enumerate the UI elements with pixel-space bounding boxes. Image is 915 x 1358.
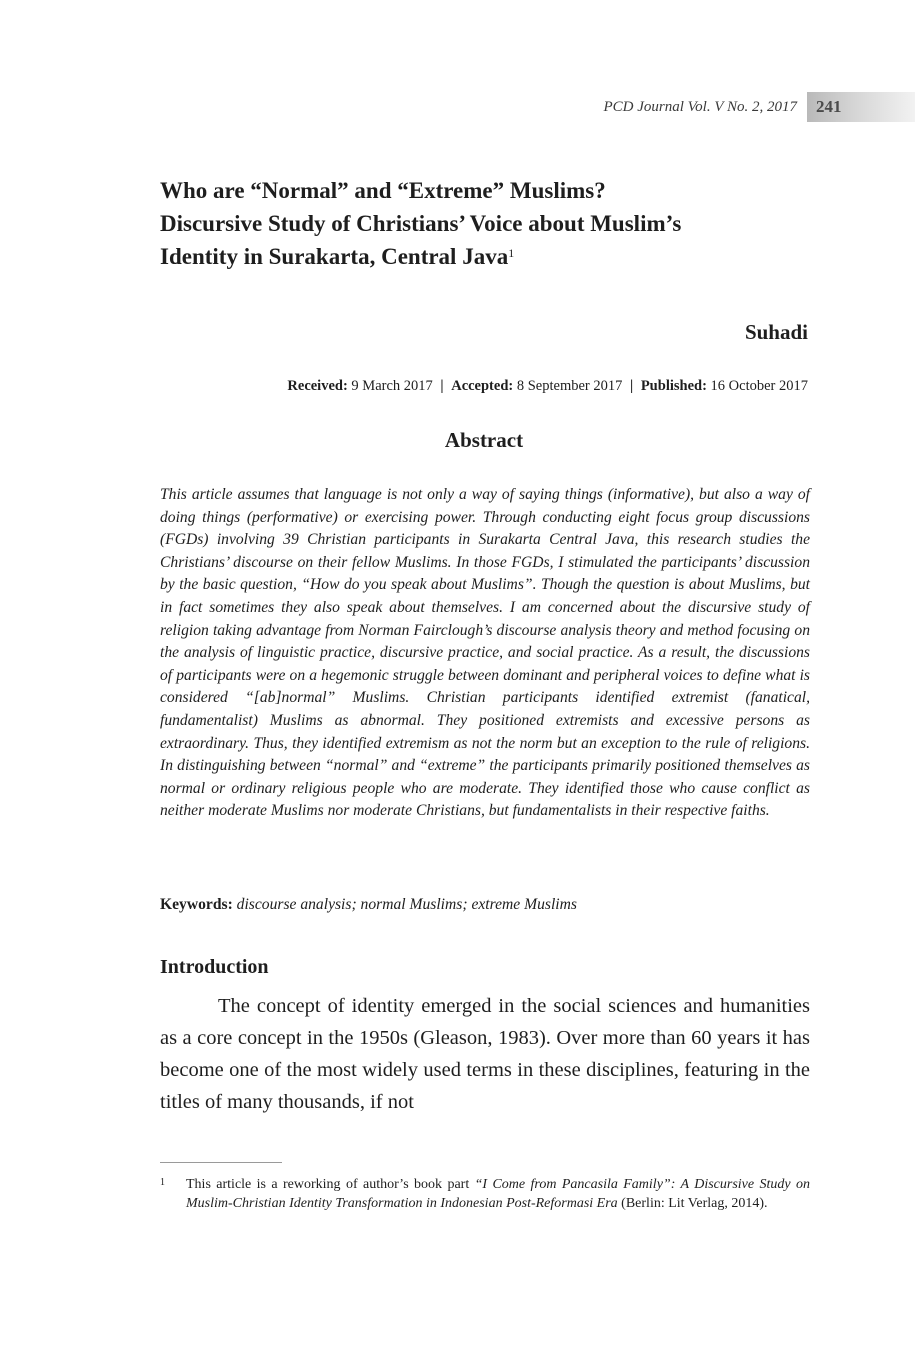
author-name: Suhadi — [744, 320, 808, 344]
title-line-3-text: Identity in Surakarta, Central Java — [160, 244, 509, 269]
title-line-2: Discursive Study of Christians’ Voice about Muslim’s — [160, 211, 682, 236]
page-number-box — [807, 92, 915, 122]
accepted-date: 8 September 2017 — [516, 378, 623, 394]
journal-citation: PCD Journal Vol. V No. 2, 2017 — [603, 99, 797, 115]
article-title — [160, 174, 800, 273]
accepted-label: Accepted: — [451, 378, 514, 394]
title-line-1: Who are “Normal” and “Extreme” Muslims? — [160, 178, 606, 203]
published-label: Published: — [640, 378, 707, 394]
date-separator: | — [630, 378, 634, 394]
keywords — [160, 896, 810, 914]
title-line-3 — [160, 240, 800, 273]
keywords-value: discourse analysis; normal Muslims; extreme Muslims — [236, 896, 577, 913]
published-date: 16 October 2017 — [710, 378, 808, 394]
footnote — [160, 1176, 810, 1213]
date-separator: | — [440, 378, 444, 394]
footnote-divider — [160, 1162, 282, 1163]
publication-dates — [287, 378, 808, 395]
footnote-text — [186, 1176, 810, 1213]
page-number: 241 — [816, 97, 842, 116]
received-label: Received: — [287, 378, 348, 394]
abstract-text: This article assumes that language is not only a way of saying things (informative), but also a way of doing things (performative) or exercising power. Through conducting eight focus group discussions (FGDs) involving 39 Christian participants in Surakarta Central Java, this research studies the Christians’ discourse on their fellow Muslims. In those FGDs, I stimulated the participants’ discussion by the basic question, “How do you speak about Muslims”. Though the question is about Muslims, but in fact sometimes they also speak about themselves. I am concerned about the discursive study of religion taking advantage from Norman Fairclough’s discourse analysis theory and method focusing on the analysis of linguistic practice, discursive practice, and social practice. As a result, the discussions of participants were on a hegemonic struggle between dominant and peripheral voices to define what is considered “[ab]normal” Muslims. Christian participants identified extremist (fanatical, fundamentalist) Muslims as abnormal. They positioned extremists and excessive persons as extraordinary. Thus, they identified extremism as not the norm but an exception to the rule of religions. In distinguishing between “normal” and “extreme” the participants primarily positioned themselves as normal or ordinary religious people who are moderate. They identified those who cause conflict as neither moderate Muslims nor moderate Christians, but fundamentalists in their respective faiths. — [160, 486, 810, 820]
footnote-suffix: (Berlin: Lit Verlag, 2014). — [617, 1195, 768, 1211]
abstract-heading: Abstract — [444, 428, 524, 452]
introduction-heading: Introduction — [160, 956, 269, 978]
footnote-prefix: This article is a reworking of author’s book part — [186, 1177, 475, 1192]
introduction-paragraph: The concept of identity emerged in the social sciences and humanities as a core concept in the 1950s (Gleason, 1983). Over more than 60 years it has become one of the most widely used terms in these disciplines, featuring in the titles of many thousands, if not — [160, 995, 810, 1113]
footnote-book-title: “I Come from Pancasila Family”: A Discursive Study on Muslim-Christian Identity Transformation in Indonesian Post-Reformasi Era — [186, 1177, 810, 1211]
received-date: 9 March 2017 — [351, 378, 433, 394]
footnote-mark: 1 — [160, 1177, 165, 1188]
keywords-label: Keywords: — [160, 896, 233, 913]
title-footnote-ref[interactable]: 1 — [508, 246, 515, 260]
running-header — [604, 92, 915, 122]
